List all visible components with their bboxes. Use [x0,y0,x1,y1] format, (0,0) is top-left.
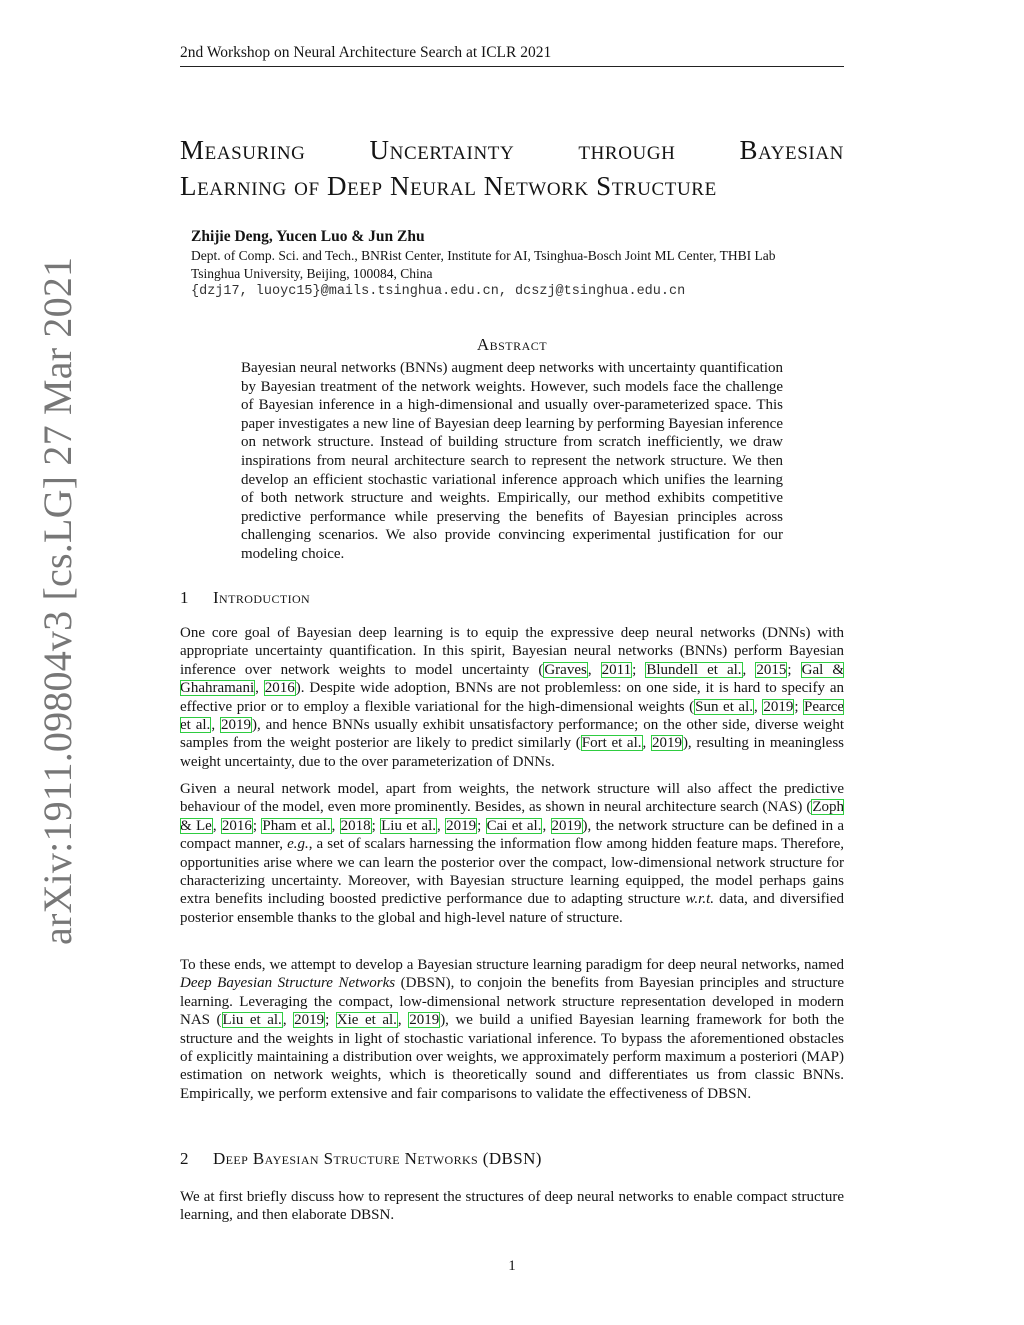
citation-link[interactable]: 2011 [601,661,632,678]
paragraph-text: data, and diversified posterior ensemble thanks to the global and high-level nature of structure. [180,891,844,926]
affiliation-line-2: Tsinghua University, Beijing, 100084, China [191,266,433,281]
citation-link[interactable]: 2019 [294,1012,325,1029]
emphasis-text: e.g. [287,836,309,853]
citation-link[interactable]: Pearce et al. [180,698,844,734]
author-emails: {dzj17, luoyc15}@mails.tsinghua.edu.cn, dcszj@tsinghua.edu.cn [191,284,686,299]
section2-paragraph-1: We at first briefly discuss how to represent the structures of deep neural networks to enable compact structure learning, and then elaborate DBSN. [180,1189,844,1224]
running-header: 2nd Workshop on Neural Architecture Search at ICLR 2021 [180,44,844,67]
intro-paragraph-3: To these ends, we attempt to develop a Bayesian structure learning paradigm for deep neural networks, named Deep Bayesian Structure Networks (DBSN), to conjoin the benefits from Bayesian principles and structure learning. Leveraging the compact, low-dimensional network structure representation developed in modern NAS (Liu et al., 2019; Xie et al., 2019), we build a unified Bayesian learning framework for both the structure and the weights in light of stochastic variational inference. To bypass the aforementioned obstacles of explicitly maintaining a distribution over weights, we approximately perform maximum a posteriori (MAP) estimation on network weights, which is theoretically sound and differentiates us from classic BNNs. Empirically, we perform extensive and fair comparisons to validate the effectiveness of DBSN. [180,957,845,1102]
citation-link[interactable]: 2019 [651,735,682,752]
citation-link[interactable]: Graves [544,661,587,678]
section-number: 2 [180,1149,189,1168]
affiliation-line-1: Dept. of Comp. Sci. and Tech., BNRist Center, Institute for AI, Tsinghua-Bosch Joint ML Center, THBI Lab [191,248,776,263]
title-line-1: Measuring Uncertainty through Bayesian [180,135,844,165]
citation-link[interactable]: 2016 [264,680,295,697]
citation-link[interactable]: 2019 [763,698,794,715]
paragraph-text: One core goal of Bayesian deep learning is to equip the expressive deep neural networks (DNNs) with appropriate uncertainty quantification. In this spirit, Bayesian neural networks (BNNs) perform Bayesian inference over network weights to model uncertainty ( [180,625,844,678]
emphasis-text: w.r.t. [685,891,714,908]
paragraph-text: (DBSN), to conjoin the benefits from Bayesian principles and structure learning. Leveraging the compact, low-dimensional network structure representation developed in modern NAS ( [180,975,844,1029]
citation-link[interactable]: 2019 [551,817,582,834]
citation-link[interactable]: Blundell et al. [646,661,742,678]
intro-paragraph-1: One core goal of Bayesian deep learning is to equip the expressive deep neural networks (DNNs) with appropriate uncertainty quantification. In this spirit, Bayesian neural networks (BNNs) perform Bayesian inference over network weights to model uncertainty (Graves, 2011; Blundell et al., 2015; Gal & Ghahramani, 2016). Despite wide adoption, BNNs are not problemless: on one side, it is hard to specify an effective prior or to employ a flexible variational for the high-dimensional weights (Sun et al., 2019; Pearce et al., 2019), and hence BNNs usually exhibit unsatisfactory performance; on the other side, diverse weight samples from the weight posterior are likely to predict similarly (Fort et al., 2019), resulting in meaningless weight uncertainty, due to the over parameterization of DNNs. [180,625,845,770]
section-title: Introduction [213,588,311,607]
section-title-suffix: (DBSN) [482,1149,542,1168]
section-number: 1 [180,588,189,607]
citation-link[interactable]: Liu et al. [222,1012,282,1029]
arxiv-stamp: arXiv:1911.09804v3 [cs.LG] 27 Mar 2021 [35,256,80,945]
citation-link[interactable]: 2019 [446,817,477,834]
paragraph-text: Given a neural network model, apart from weights, the network structure will also affect the predictive behaviour of the model, even more prominently. Besides, as shown in neural architecture search (NAS) ( [180,781,844,816]
citation-link[interactable]: 2015 [756,661,787,678]
citation-link[interactable]: Liu et al. [381,817,437,834]
paragraph-text: ), resulting in meaningless weight uncertainty, due to the over parameterization of DNNs. [180,735,845,770]
intro-paragraph-2: Given a neural network model, apart from weights, the network structure will also affect the predictive behaviour of the model, even more prominently. Besides, as shown in neural architecture search (NAS) (Zoph & Le, 2016; Pham et al., 2018; Liu et al., 2019; Cai et al., 2019), the network structure can be defined in a compact manner, e.g., a set of scalars harnessing the information flow among hidden feature maps. Therefore, opportunities arise where we can learn the posterior over the compact, low-dimensional network structure for characterizing uncertainty. Moreover, with Bayesian structure learning equipped, the model perhaps gains extra benefits including boosted predictive performance due to adapting structure w.r.t. data, and diversified posterior ensemble thanks to the global and high-level nature of structure. [180,781,845,926]
citation-link[interactable]: Zoph & Le [180,799,844,834]
paragraph-text: To these ends, we attempt to develop a Bayesian structure learning paradigm for deep neural networks, named [180,957,844,973]
citation-link[interactable]: Sun et al. [695,698,753,715]
section-heading-dbsn [180,1149,542,1169]
page-number: 1 [508,1258,516,1274]
title-line-2: Learning of Deep Neural Network Structure [180,171,717,201]
abstract-body: Bayesian neural networks (BNNs) augment deep networks with uncertainty quantification by Bayesian treatment of the network weights. However, such models face the challenge of Bayesian inference in a high-dimensional and usually over-parameterized space. This paper investigates a new line of Bayesian deep learning by performing Bayesian inference on network structure. Instead of building structure from scratch inefficiently, we draw inspirations from neural architecture search to represent the network structure. We then develop an efficient stochastic variational inference approach which unifies the learning of both network structure and weights. Empirically, our method exhibits competitive predictive performance while preserving the benefits of Bayesian principles across challenging scenarios. We also provide convincing experimental justification for our modeling choice. [241,360,783,562]
paragraph-text: ), the network structure can be defined in a compact manner, [180,817,845,853]
citation-link[interactable]: 2019 [220,717,251,734]
paragraph-text: , a set of scalars harnessing the information flow among hidden feature maps. Therefore, opportunities arise where we can learn the posterior over the compact, low-dimensional network structure for characterizing uncertainty. Moreover, with Bayesian structure learning equipped, the model perhaps gains extra benefits including boosted predictive performance due to adapting structure [180,836,844,908]
paragraph-text: ), and hence BNNs usually exhibit unsatisfactory performance; on the other side, diverse weight samples from the weight posterior are likely to predict similarly ( [180,717,844,752]
section-heading-introduction [180,588,310,608]
section-title: Deep Bayesian Structure Networks [213,1149,479,1168]
citation-link[interactable]: Fort et al. [581,735,642,752]
citation-link[interactable]: 2016 [221,817,252,834]
citation-link[interactable]: 2019 [409,1012,440,1029]
paragraph-text: ), we build a unified Bayesian learning framework for both the structure and the weights in light of stochastic variational inference. To bypass the aforementioned obstacles of explicitly maintaining a distribution over weights, we approximately perform maximum a posteriori (MAP) estimation on network weights, which is theoretically sound and differentiates us from classic BNNs. Empirically, we perform extensive and fair comparisons to validate the effectiveness of DBSN. [180,1012,845,1102]
paragraph-text: ). Despite wide adoption, BNNs are not problemless: on one side, it is hard to specify an effective prior or to employ a flexible variational for the high-dimensional weights ( [180,680,845,715]
author-names: Zhijie Deng, Yucen Luo & Jun Zhu [191,228,425,245]
abstract-heading: Abstract [476,335,548,354]
paper-title [180,132,844,204]
model-name: Deep Bayesian Structure Networks [180,975,396,992]
citation-link[interactable]: Pham et al. [262,817,331,834]
citation-link[interactable]: Gal & Ghahramani [180,661,845,697]
citation-link[interactable]: 2018 [340,817,371,834]
citation-link[interactable]: Xie et al. [336,1012,397,1029]
citation-link[interactable]: Cai et al. [486,817,542,834]
